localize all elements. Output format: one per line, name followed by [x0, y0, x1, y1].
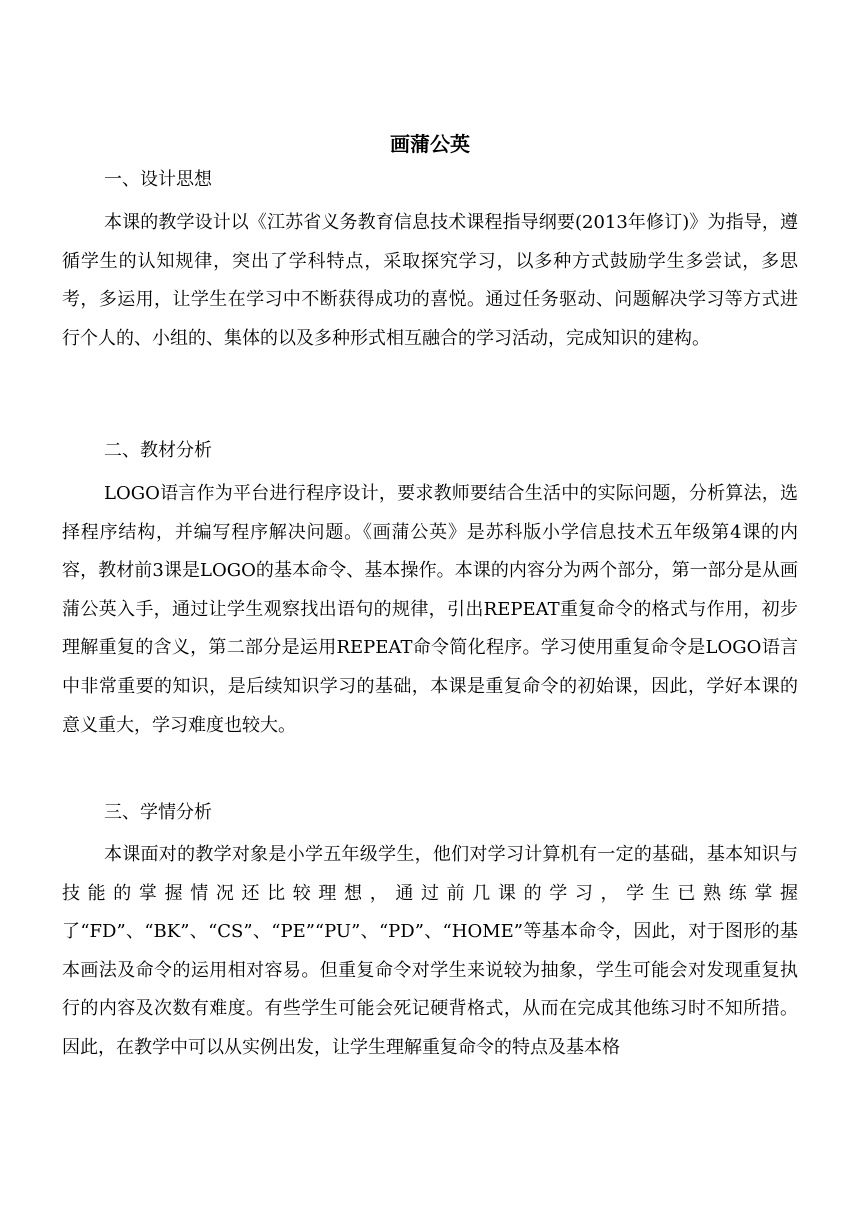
section-paragraph-textbook: LOGO语言作为平台进行程序设计，要求教师要结合生活中的实际问题，分析算法，选择程序结构，并编写程序解决问题。《画蒲公英》是苏科版小学信息技术五年级第4课的内容，教材前3课是LOGO的基本命令、基本操作。本课的内容分为两个部分，第一部分是从画蒲公英入手，通过让学生观察找出语句的规律，引出REPEAT重复命令的格式与作用，初步理解重复的含义，第二部分是运用REPEAT命令简化程序。学习使用重复命令是LOGO语言中非常重要的知识，是后续知识学习的基础，本课是重复命令的初始课，因此，学好本课的意义重大，学习难度也较大。: [62, 483, 798, 736]
section-paragraph-students: 本课面对的教学对象是小学五年级学生，他们对学习计算机有一定的基础，基本知识与技能的掌握情况还比较理想，通过前几课的学习，学生已熟练掌握了“FD”、“BK”、“CS”、“PE”“PU”、“PD”、“HOME”等基本命令，因此，对于图形的基本画法及命令的运用相对容易。但重复命令对学生来说较为抽象，学生可能会对发现重复执行的内容及次数有难度。有些学生可能会死记硬背格式，从而在完成其他练习时不知所措。因此，在教学中可以从实例出发，让学生理解重复命令的特点及基本格: [62, 844, 798, 1058]
section-heading-students: 三、学情分析: [104, 802, 212, 823]
section-heading-design: 一、设计思想: [104, 169, 212, 190]
document-title: 画蒲公英: [390, 132, 470, 156]
section-heading-textbook: 二、教材分析: [104, 440, 212, 461]
section-paragraph-design: 本课的教学设计以《江苏省义务教育信息技术课程指导纲要(2013年修订)》为指导，遵循学生的认知规律，突出了学科特点，采取探究学习，以多种方式鼓励学生多尝试，多思考，多运用，让学生在学习中不断获得成功的喜悦。通过任务驱动、问题解决学习等方式进行个人的、小组的、集体的以及多种形式相互融合的学习活动，完成知识的建构。: [62, 212, 798, 349]
